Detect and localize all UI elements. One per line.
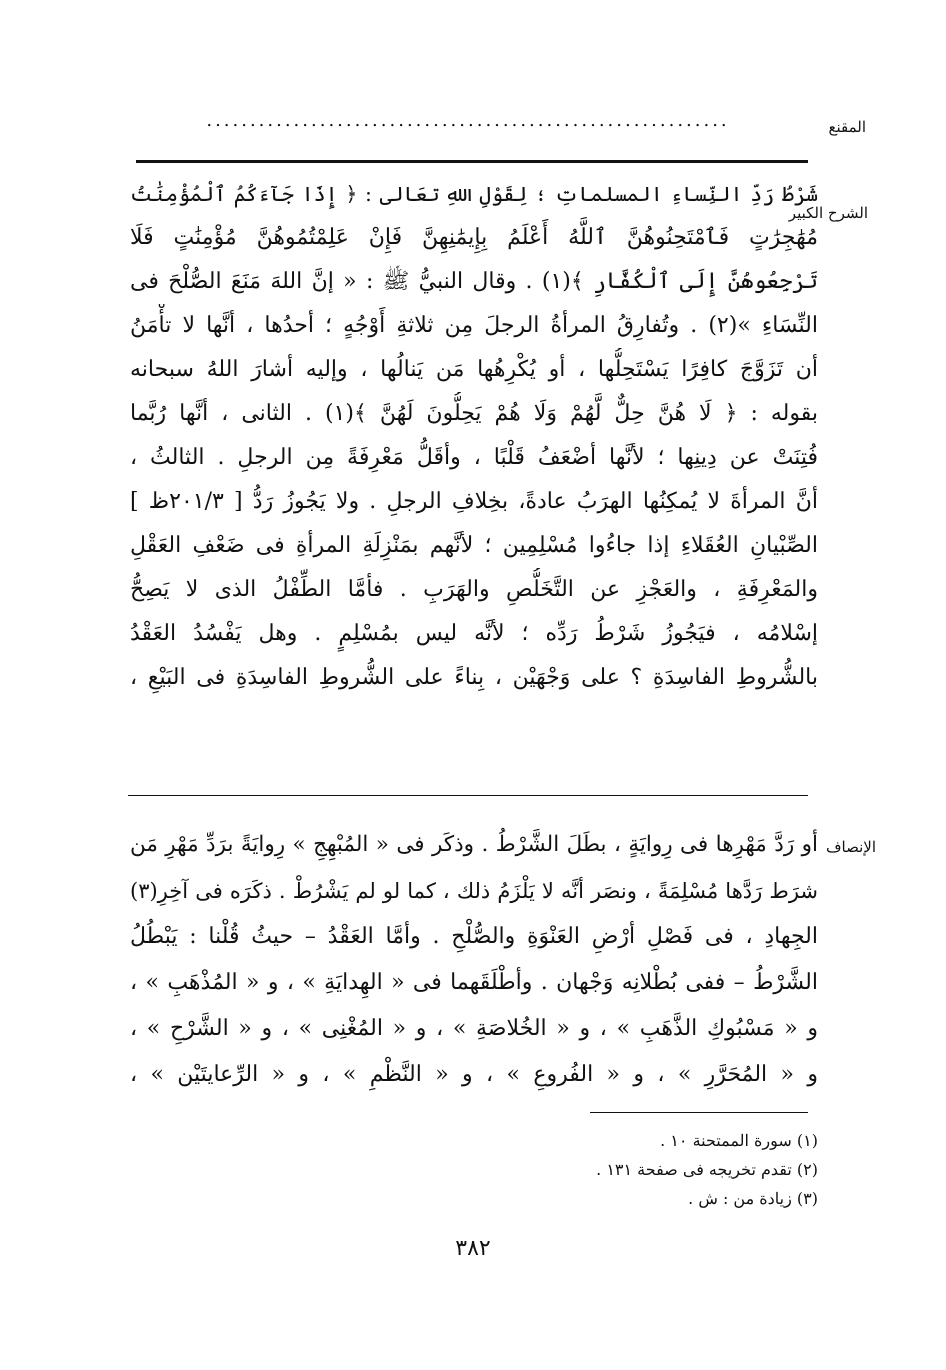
insaf-line: و « مَسْبُوكِ الذَّهَبِ » ، و « الخُلاصَةِ » ، و « المُغْنِى » ، و « الشَّرْحِ » ، bbox=[130, 1016, 818, 1041]
section-divider bbox=[128, 795, 808, 796]
section-label-sharh: الشرح الكبير bbox=[788, 204, 868, 222]
footnotes bbox=[300, 1126, 818, 1213]
sharh-line: إسْلامُه ، فيَجُوزُ شَرْطُ رَدِّه ؛ لأنَّه ليس بمُسْلِمٍ . وهل يَفْسُدُ العَقْدُ bbox=[130, 621, 818, 646]
running-header-title: المقنع bbox=[828, 118, 866, 136]
sharh-text-block bbox=[130, 172, 818, 700]
footnote-rule bbox=[590, 1112, 808, 1113]
insaf-line: شرَط رَدَّها مُسْلِمَةً ، ونصَر أنَّه لا يَلْزَمُ ذلك ، كما لو لم يَشْرُطْ . ذكَرَه فى آخِرِ(٣) bbox=[130, 879, 818, 903]
sharh-line: والمَعْرِفَةِ ، والعَجْزِ عن التَّخَلُّصِ والهَرَبِ . فأمَّا الطِّفْلُ الذى لا يَصِحُّ bbox=[130, 577, 818, 602]
insaf-line: و « المُحَرَّرِ » ، و « الفُروعِ » ، و « النَّظْمِ » ، و « الرِّعايتَيْن » ، bbox=[130, 1062, 818, 1087]
sharh-line: النِّسَاءِ »(٢) . وتُفارِقُ المرأةُ الرجلَ مِن ثلاثةِ أَوْجُهٍ ؛ أحدُها ، أنَّها لا تأْمَنُ bbox=[130, 313, 818, 338]
sharh-line: تَرْجِعُوهُنَّ إِلَى ٱلْكُفَّارِ ﴾(١) . وقال النبيُّ ﷺ : « إنَّ اللهَ مَنَعَ الصُّلْحَ فى bbox=[130, 269, 818, 294]
insaf-line: أو رَدَّ مَهْرِها فى رِوايَةٍ ، بطَلَ الشَّرْطُ . وذكَر فى « المُبْهِجِ » رِوايَةً برَدِّ مَهْرِ مَن bbox=[130, 832, 818, 857]
insaf-line: الشَّرْطُ – ففى بُطْلانِه وَجْهان . وأطْلَقَهما فى « الهِدايَةِ » ، و « المُذْهَبِ » ، bbox=[130, 970, 818, 995]
sharh-line: فُتِنَتْ عن دِينِها ؛ لأنَّها أضْعَفُ قَلْبًا ، وأقَلُّ مَعْرِفَةً مِن الرجلِ . الثالثُ ، bbox=[130, 445, 818, 470]
footnote-item: (١) سورة الممتحنة ١٠ . bbox=[660, 1131, 818, 1150]
footnote-item: (٣) زيادة من : ش . bbox=[688, 1189, 818, 1208]
sharh-line: مُهَٰجِرَٰتٍ فَٱمْتَحِنُوهُنَّ ٱللَّهُ أَعْلَمُ بِإِيمَٰنِهِنَّ فَإِنْ عَلِمْتُمُوهُنَّ مُؤْمِنَٰتٍ فَلَا bbox=[130, 225, 818, 250]
page-number: ٣٨٢ bbox=[455, 1236, 491, 1261]
insaf-text-block bbox=[130, 822, 818, 1098]
header-dot-leader: ............................................................ bbox=[206, 110, 730, 131]
sharh-paragraph bbox=[130, 172, 818, 700]
footnote-item: (٢) تقدم تخريجه فى صفحة ١٣١ . bbox=[596, 1160, 818, 1179]
header-rule bbox=[136, 160, 808, 163]
insaf-line: الجِهادِ ، فى فَصْلِ أرْضِ العَنْوَةِ والصُّلْحِ . وأمَّا العَقْدُ – حيثُ قُلْنا : يَبْطُلُ bbox=[130, 924, 818, 949]
insaf-paragraph bbox=[130, 822, 818, 1098]
section-label-insaf: الإنصاف bbox=[825, 838, 876, 856]
sharh-line: أنَّ المرأةَ لا يُمكِنُها الهرَبُ عادةً، بخِلافِ الرجلِ . ولا يَجُوزُ رَدُّ [ ٢٠١/٣ظ ] bbox=[130, 489, 818, 514]
sharh-line: بالشُّروطِ الفاسِدَةِ ؟ على وَجْهَيْن ، بِناءً على الشُّروطِ الفاسِدَةِ فى البَيْعِ ، bbox=[130, 665, 818, 690]
sharh-line: أن تَزَوَّجَ كافِرًا يَسْتَحِلُّها ، أو يُكْرِهُها مَن يَنالُها ، وإليه أشارَ اللهُ سبحانه bbox=[130, 357, 818, 382]
sharh-line: شَرْطُ رَدِّ النِّساءِ المسلماتِ ؛ لِقَوْلِ اللهِ تعَالى : ﴿ إِذَا جَآءَكُمُ ٱلْمُؤْمِنَٰتُ bbox=[130, 182, 818, 206]
sharh-line: الصِّبْيانِ العُقَلاءِ إذا جاءُوا مُسْلِمِين ؛ لأنَّهم بمَنْزِلَةِ المرأةِ فى ضَعْفِ العَقْلِ bbox=[130, 533, 818, 558]
sharh-line: بقوله : ﴿ لَا هُنَّ حِلٌّ لَّهُمْ وَلَا هُمْ يَحِلُّونَ لَهُنَّ ﴾(١) . الثانى ، أنَّها رُبَّما bbox=[130, 401, 818, 426]
